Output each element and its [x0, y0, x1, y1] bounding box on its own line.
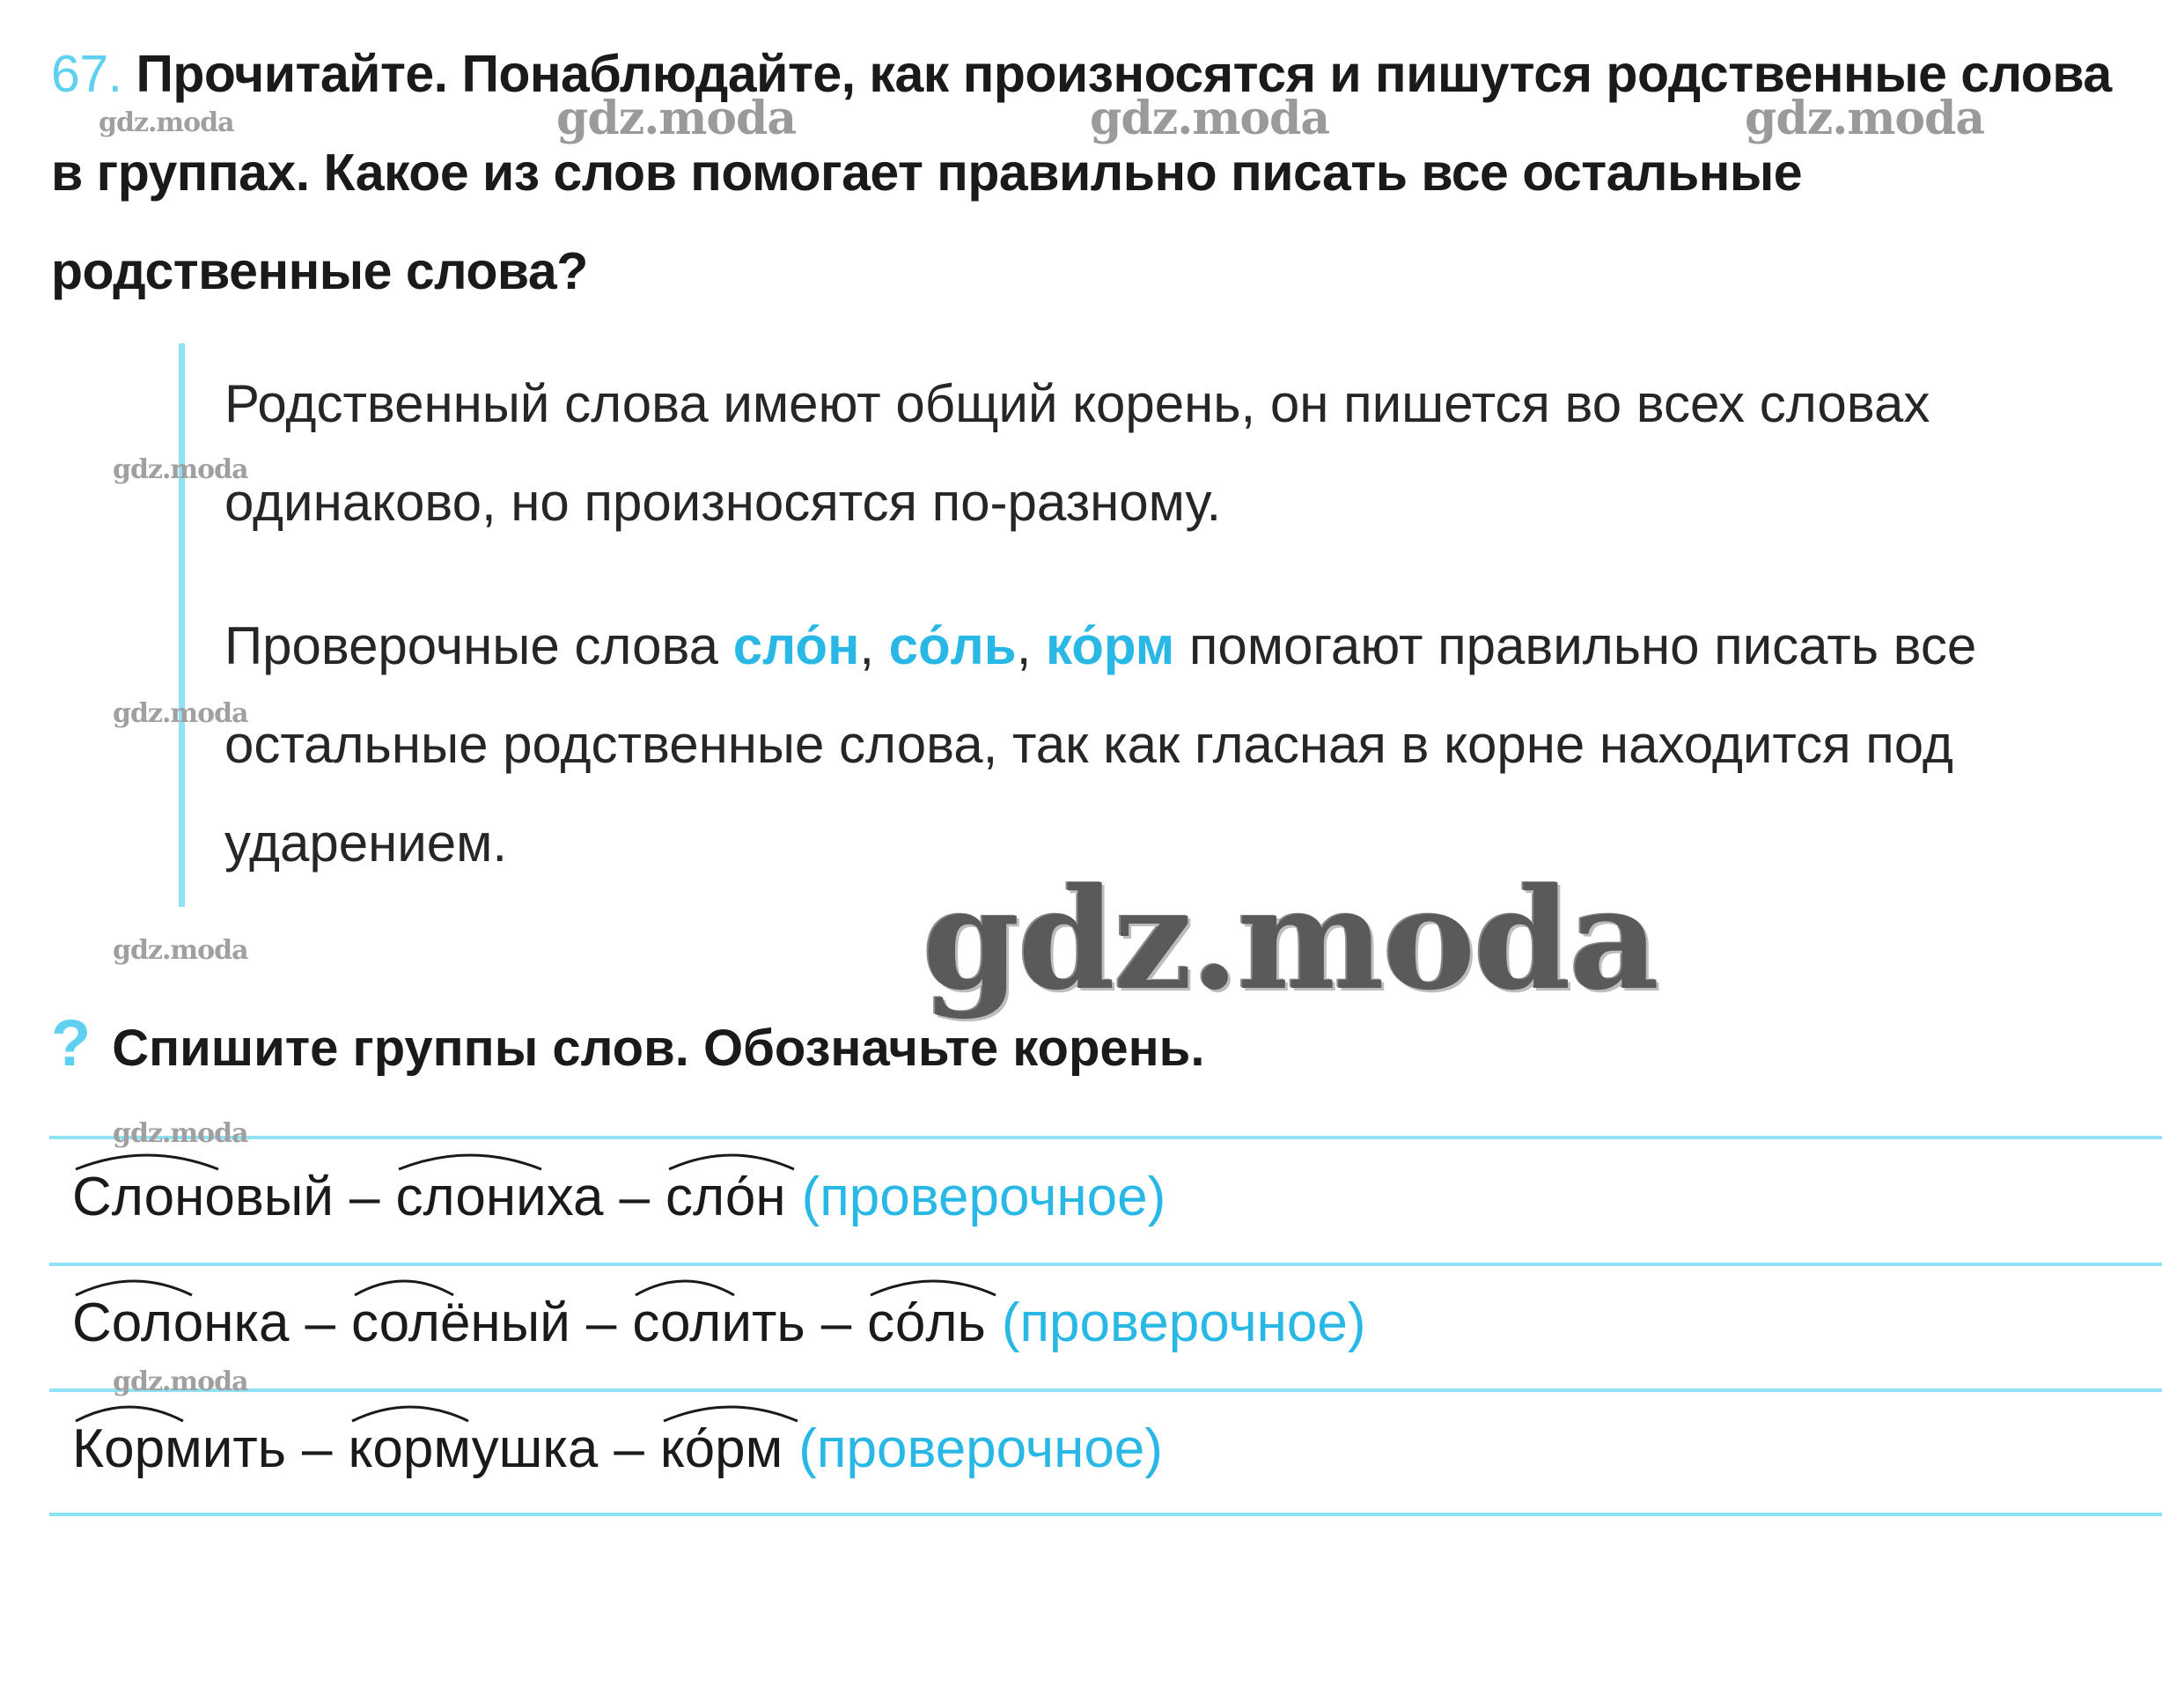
watermark: gdz.moda	[99, 107, 234, 138]
notebook-rule	[49, 1136, 2162, 1139]
notebook-rule	[49, 1513, 2162, 1516]
word: кормушка	[349, 1405, 599, 1493]
word: сло́н	[665, 1153, 786, 1241]
word-group-row	[72, 1153, 1166, 1241]
watermark: gdz.moda	[556, 92, 797, 145]
task-instruction: Прочитайте. Понаблюдайте, как произносятся и пишутся родственные слова в группах. Какое из слов помогает правильно писать все остальные родственные слова?	[51, 45, 2112, 300]
separator-comma: ,	[859, 616, 889, 675]
root-arc-icon	[351, 1274, 457, 1300]
root-arc-icon	[72, 1148, 222, 1175]
watermark: gdz.moda	[1745, 92, 1985, 145]
word: слониха	[395, 1153, 603, 1241]
dash: –	[349, 1167, 380, 1227]
word: Солонка	[72, 1279, 289, 1367]
word: солёный	[351, 1279, 570, 1367]
word: Кормить	[72, 1405, 286, 1493]
task-text	[51, 25, 2146, 320]
check-note: (проверочное)	[801, 1167, 1166, 1227]
dash: –	[585, 1293, 617, 1353]
question-text: Спишите группы слов. Обозначьте корень.	[112, 1020, 1205, 1077]
word: ко́рм	[660, 1405, 783, 1493]
task-number: 67.	[51, 45, 122, 103]
root-arc-icon	[349, 1400, 472, 1426]
check-word-slon: сло́н	[732, 616, 860, 675]
watermark: gdz.moda	[113, 935, 248, 966]
watermark: gdz.moda	[113, 1118, 248, 1149]
question-mark-icon: ?	[51, 1006, 92, 1079]
watermark: gdz.moda	[113, 454, 248, 485]
root-arc-icon	[72, 1400, 187, 1426]
answer-paragraph-2	[224, 597, 2161, 893]
paragraph-suffix: помогают правильно писать все остальные родственные слова, так как гласная в корне находится под ударением.	[224, 616, 1977, 873]
root-arc-icon	[632, 1274, 738, 1300]
watermark: gdz.moda	[113, 698, 248, 729]
dash: –	[619, 1167, 650, 1227]
root-arc-icon	[665, 1148, 798, 1175]
root-arc-icon	[395, 1148, 545, 1175]
check-note: (проверочное)	[798, 1418, 1163, 1479]
word: Слоновый	[72, 1153, 334, 1241]
dash: –	[820, 1293, 852, 1353]
root-arc-icon	[867, 1274, 999, 1300]
answer-bar	[179, 343, 185, 907]
check-note: (проверочное)	[1001, 1293, 1366, 1353]
word: со́ль	[867, 1279, 986, 1367]
notebook-rule	[49, 1388, 2162, 1392]
notebook-rule	[49, 1263, 2162, 1266]
check-word-korm: ко́рм	[1046, 616, 1175, 675]
watermark: gdz.moda	[113, 1366, 248, 1397]
paragraph-prefix: Проверочные слова	[224, 616, 733, 675]
separator-comma: ,	[1016, 616, 1047, 675]
watermark: gdz.moda	[1090, 92, 1330, 145]
answer-paragraph-1: Родственный слова имеют общий корень, он пишется во всех словах одинаково, но произносятся по-разному.	[224, 374, 1930, 532]
check-word-sol: со́ль	[888, 616, 1017, 675]
word-group-row	[72, 1279, 1365, 1367]
dash: –	[614, 1418, 644, 1479]
word-group-row	[72, 1405, 1163, 1493]
dash: –	[302, 1418, 333, 1479]
root-arc-icon	[72, 1274, 195, 1300]
dash: –	[305, 1293, 335, 1353]
watermark: gdz.moda	[923, 858, 1658, 1021]
root-arc-icon	[660, 1400, 801, 1426]
word: солить	[632, 1279, 805, 1367]
